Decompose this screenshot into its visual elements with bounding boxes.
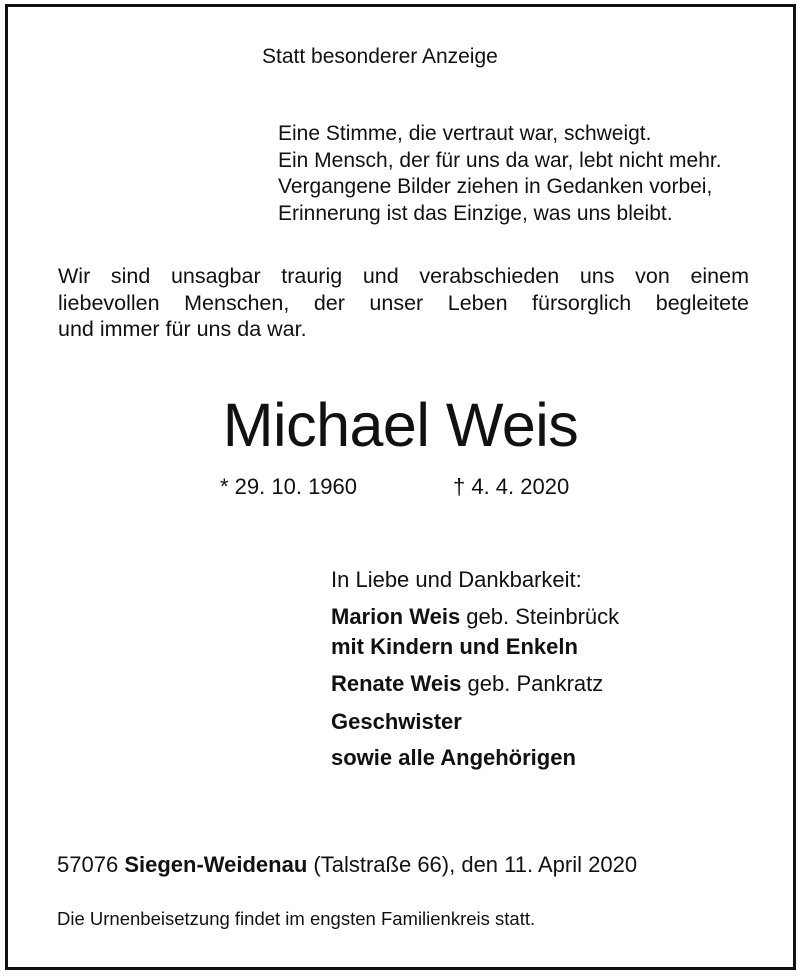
mourner-name: Renate Weis — [331, 671, 462, 696]
burial-note: Die Urnenbeisetzung findet im engsten Familienkreis statt. — [57, 908, 536, 929]
postcode: 57076 — [57, 852, 119, 877]
deceased-name: Michael Weis — [222, 391, 579, 459]
intro-line: liebevollen Menschen, der unser Leben fürsorglich begleitete — [58, 290, 749, 315]
mourner-name: sowie alle Angehörigen — [331, 745, 576, 770]
obituary-notice — [5, 4, 796, 970]
address-line — [57, 851, 637, 879]
mourners-intro: In Liebe und Dankbarkeit: — [331, 567, 582, 592]
mourner-detail: geb. Steinbrück — [460, 604, 620, 629]
poem-line: Ein Mensch, der für uns da war, lebt nicht mehr. — [278, 148, 722, 172]
poem-line: Erinnerung ist das Einzige, was uns bleibt. — [278, 201, 673, 225]
birth-date: * 29. 10. 1960 — [220, 474, 358, 499]
mourner-detail: geb. Pankratz — [461, 671, 604, 696]
intro-line: und immer für uns da war. — [58, 317, 307, 341]
notice-header: Statt besonderer Anzeige — [262, 45, 498, 68]
mourner-row — [331, 671, 603, 697]
mourner-name: Geschwister — [331, 709, 462, 734]
mourner-row — [331, 709, 462, 735]
poem-line: Vergangene Bilder ziehen in Gedanken vorbei, — [278, 175, 713, 198]
death-date: † 4. 4. 2020 — [453, 474, 570, 499]
intro-paragraph — [58, 263, 749, 343]
mourner-name: Marion Weis — [331, 604, 461, 629]
poem — [278, 121, 722, 227]
address-detail: (Talstraße 66), den 11. April 2020 — [313, 852, 638, 877]
mourner-row — [331, 634, 578, 660]
mourner-row — [331, 604, 619, 630]
mourner-name: mit Kindern und Enkeln — [331, 634, 578, 659]
place-name: Siegen-Weidenau — [124, 852, 308, 877]
poem-line: Eine Stimme, die vertraut war, schweigt. — [278, 122, 652, 145]
intro-line: Wir sind unsagbar traurig und verabschieden uns von einem — [58, 264, 749, 288]
mourner-row — [331, 745, 576, 771]
